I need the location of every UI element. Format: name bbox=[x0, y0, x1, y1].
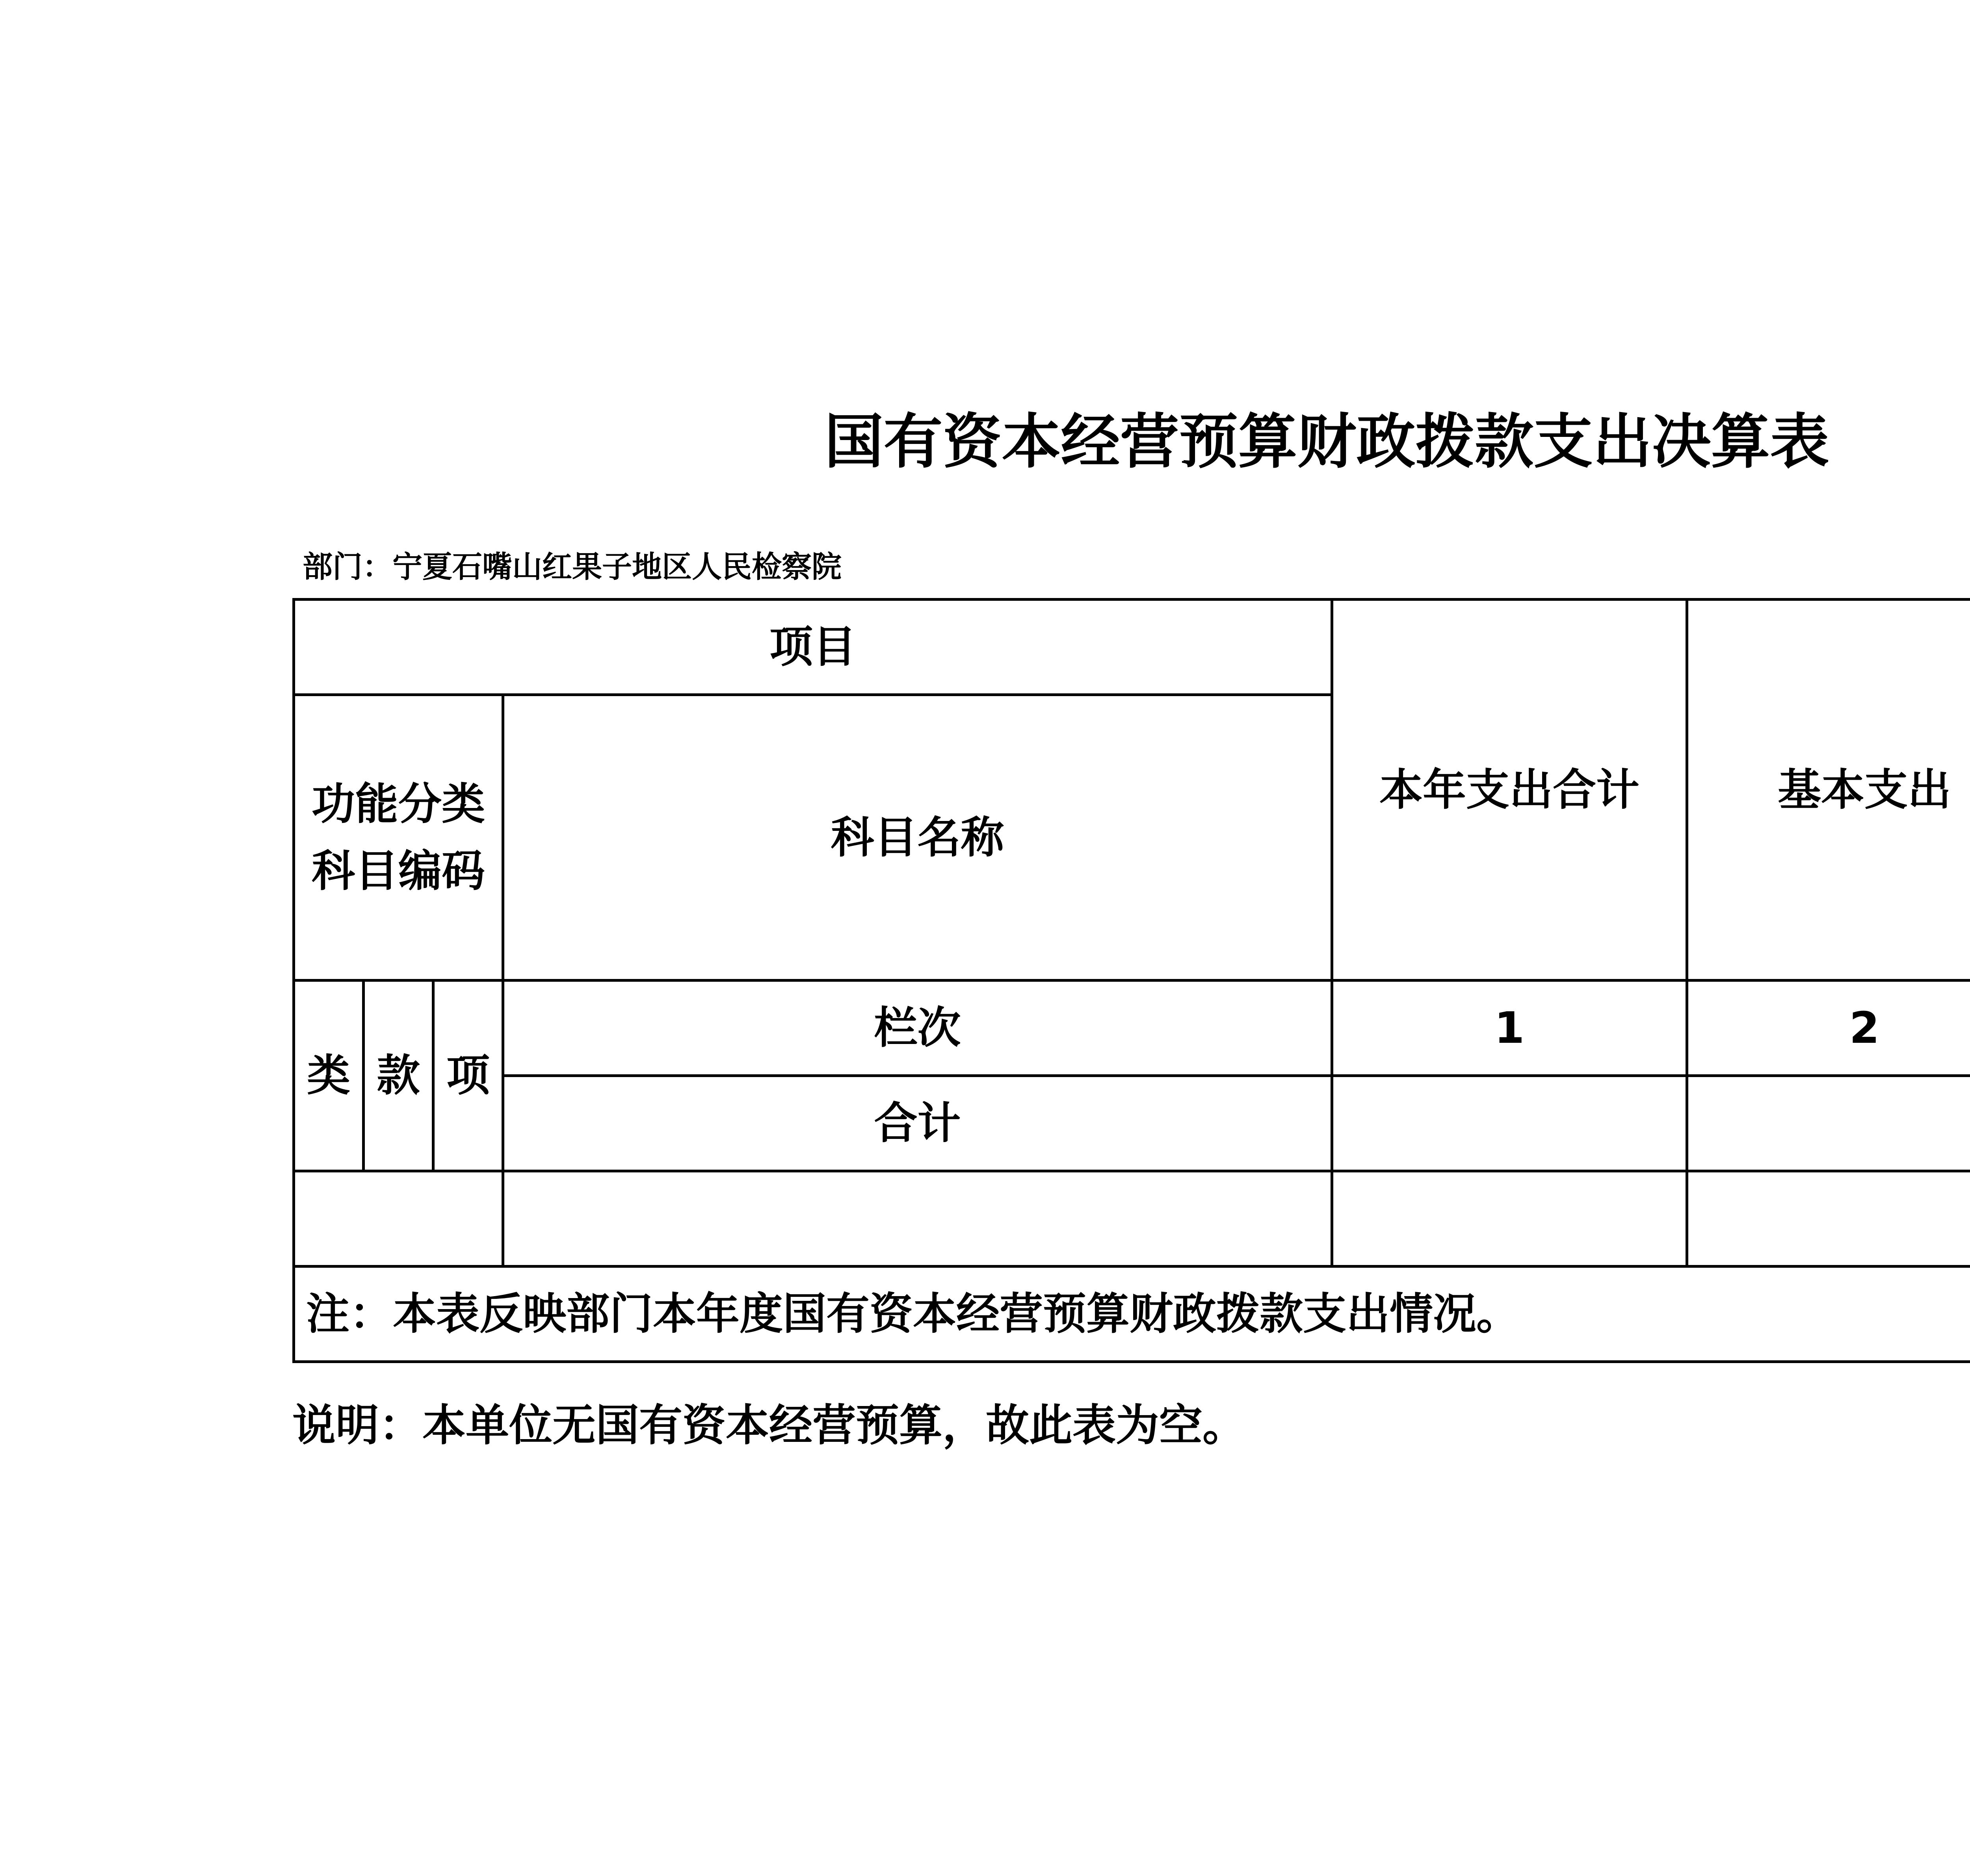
table-note: 注：本表反映部门本年度国有资本经营预算财政拨款支出情况。 bbox=[294, 1267, 1970, 1362]
code-kuan: 款 bbox=[364, 981, 433, 1171]
code-xiang: 项 bbox=[433, 981, 503, 1171]
column-number-1: 1 bbox=[1332, 981, 1687, 1076]
header-func-code-line1: 功能分类 bbox=[312, 778, 485, 829]
header-func-code bbox=[294, 695, 503, 981]
page-title: 国有资本经营预算财政拨款支出决算表 bbox=[824, 408, 1829, 476]
sum-basic-cell bbox=[1687, 1076, 1970, 1171]
empty-code-cell bbox=[294, 1171, 503, 1267]
budget-table bbox=[292, 598, 1970, 1363]
empty-subject-cell bbox=[503, 1171, 1332, 1267]
empty-basic-cell bbox=[1687, 1171, 1970, 1267]
remark-text: 说明：本单位无国有资本经营预算，故此表为空。 bbox=[292, 1400, 1246, 1451]
sum-total-cell bbox=[1332, 1076, 1687, 1171]
column-number-2: 2 bbox=[1687, 981, 1970, 1076]
code-lei: 类 bbox=[294, 981, 364, 1171]
empty-total-cell bbox=[1332, 1171, 1687, 1267]
header-basic-expense: 基本支出 bbox=[1687, 600, 1970, 981]
header-item: 项目 bbox=[294, 600, 1332, 695]
budget-table-container bbox=[292, 598, 1970, 1360]
header-year-total: 本年支出合计 bbox=[1332, 600, 1687, 981]
header-func-code-line2: 科目编码 bbox=[312, 846, 485, 896]
department-label: 部门：宁夏石嘴山红果子地区人民检察院 bbox=[303, 549, 842, 584]
column-index-label: 栏次 bbox=[503, 981, 1332, 1076]
header-subject-name: 科目名称 bbox=[503, 695, 1332, 981]
sum-label: 合计 bbox=[503, 1076, 1332, 1171]
